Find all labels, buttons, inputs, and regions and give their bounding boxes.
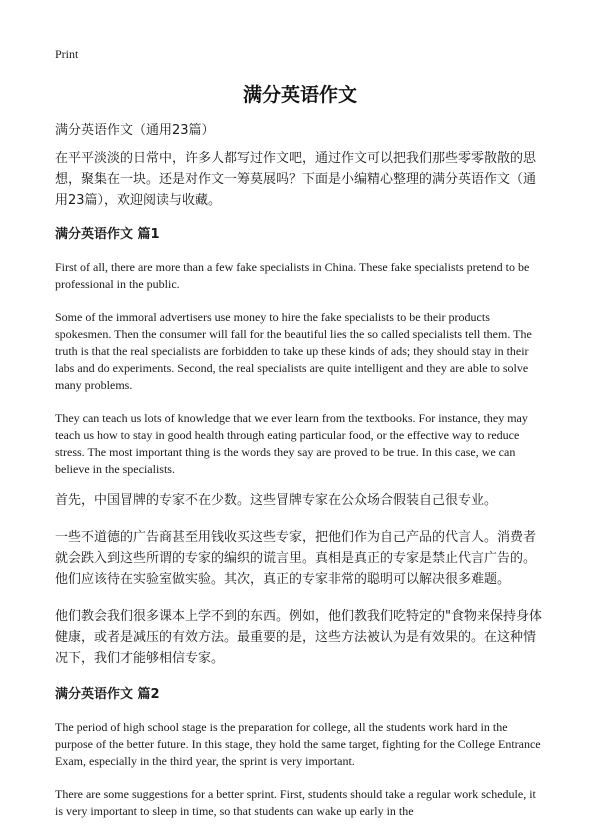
paragraph: First of all, there are more than a few fake specialists in China. These fake specialists pretend to be professional in the public. [55, 260, 530, 291]
paragraph: There are some suggestions for a better sprint. First, students should take a regular work schedule, it is very important to sleep in time, so that students can wake up early in the [55, 787, 536, 818]
paragraph: 他们教会我们很多课本上学不到的东西。例如，他们教我们吃特定的"食物来保持身体健康，或者是减压的有效方法。最重要的是，这些方法被认为是有效果的。在这种情况下，我们才能够相信专家。 [55, 609, 542, 666]
paragraph: Some of the immoral advertisers use money to hire the fake specialists to be their products spokesmen. Then the consumer will fall for the beautiful lies the so called specialists tell them. The truth is that the real specialists are forbidden to take up these kinds of ads; they should stay in their labs and do experiments. Second, the real specialists are quite intelligent and they are able to solve many problems. [55, 310, 532, 392]
section-heading: 满分英语作文 篇2 [55, 687, 160, 702]
paragraph: They can teach us lots of knowledge that we ever learn from the textbooks. For instance, they may teach us how to stay in good health through eating particular food, or the effective way to reduce stress. The most important thing is the words they say are proved to be true. In this case, we can believe in the specialists. [55, 411, 528, 476]
paragraph: The period of high school stage is the preparation for college, all the students work hard in the purpose of the better future. In this stage, they hold the same target, fighting for the College Entrance Exam, especially in the third year, the sprint is very important. [55, 720, 541, 768]
page-title: 满分英语作文 [242, 84, 357, 106]
paragraph: 一些不道德的广告商甚至用钱收买这些专家，把他们作为自己产品的代言人。消费者就会跌入到这些所谓的专家的编织的谎言里。真相是真正的专家是禁止代言广告的。他们应该待在实验室做实验。其次，真正的专家非常的聪明可以解决很多难题。 [55, 530, 537, 587]
paragraph: 首先，中国冒牌的专家不在少数。这些冒牌专家在公众场合假装自己很专业。 [55, 493, 498, 508]
article-subtitle: 满分英语作文（通用23篇） [55, 123, 215, 138]
section-heading: 满分英语作文 篇1 [55, 227, 160, 242]
print-link[interactable]: Print [55, 47, 79, 61]
article-body [55, 120, 545, 820]
intro-paragraph: 在平平淡淡的日常中，许多人都写过作文吧，通过作文可以把我们那些零零散散的思想，聚集在一块。还是对作文一筹莫展吗？下面是小编精心整理的满分英语作文（通用23篇），欢迎阅读与收藏。 [55, 151, 537, 208]
